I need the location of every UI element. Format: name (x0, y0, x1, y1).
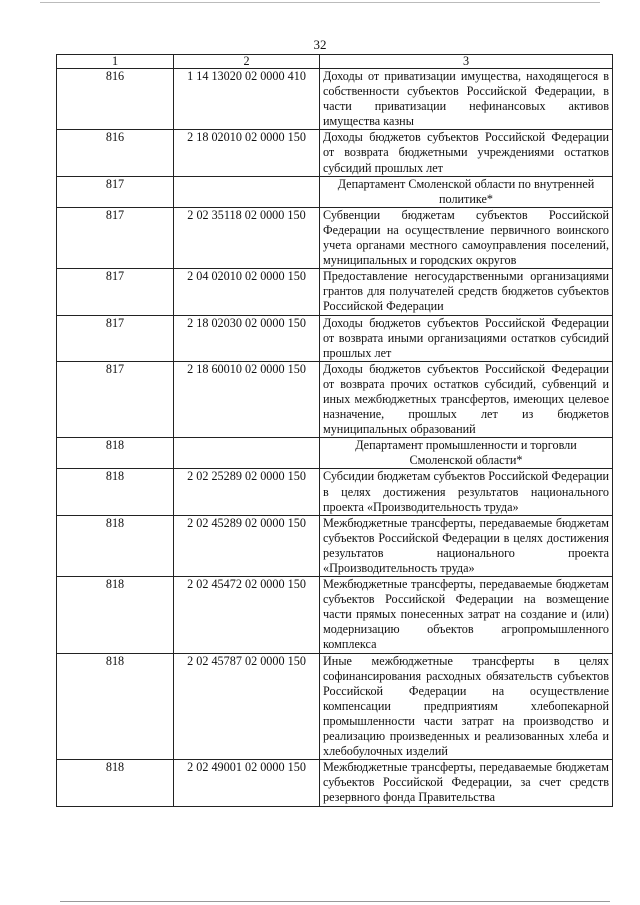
revenue-description-cell: Межбюджетные трансферты, передаваемые бюджетам субъектов Российской Федерации, за счет средств резервного фонда Правительства (320, 760, 613, 806)
table-row (57, 469, 613, 515)
admin-code-cell: 818 (57, 438, 174, 469)
revenue-description-cell: Доходы бюджетов субъектов Российской Федерации от возврата прочих остатков субсидий, субвенций и иных межбюджетных трансфертов, имеющих целевое назначение, прошлых лет из бюджетов муниципальных образований (320, 361, 613, 437)
revenue-code-cell: 2 02 49001 02 0000 150 (174, 760, 320, 806)
revenue-description-cell: Доходы бюджетов субъектов Российской Федерации от возврата иными организациями остатков субсидий прошлых лет (320, 315, 613, 361)
table-row (57, 760, 613, 806)
revenue-code-cell: 2 18 02010 02 0000 150 (174, 130, 320, 176)
admin-code-cell: 817 (57, 176, 174, 207)
department-name-cell: Департамент Смоленской области по внутренней политике* (320, 176, 613, 207)
admin-code-cell: 816 (57, 130, 174, 176)
admin-code-cell: 818 (57, 515, 174, 576)
table-row (57, 577, 613, 653)
table-row (57, 361, 613, 437)
table-row (57, 69, 613, 130)
revenue-code-cell: 2 02 25289 02 0000 150 (174, 469, 320, 515)
table-row (57, 207, 613, 268)
table-row (57, 269, 613, 315)
table-header-row (57, 55, 613, 69)
budget-revenue-table (56, 54, 613, 807)
admin-code-cell: 817 (57, 207, 174, 268)
admin-code-cell: 817 (57, 361, 174, 437)
revenue-description-cell: Доходы бюджетов субъектов Российской Федерации от возврата бюджетными учреждениями остатков субсидий прошлых лет (320, 130, 613, 176)
admin-code-cell: 818 (57, 469, 174, 515)
column-header-3: 3 (320, 55, 613, 69)
column-header-2: 2 (174, 55, 320, 69)
revenue-description-cell: Иные межбюджетные трансферты в целях софинансирования расходных обязательств субъектов Российской Федерации на осуществление компенсации предприятиям хлебопекарной промышленности части затрат на производство и реализацию произведенных и реализованных хлеба и хлебобулочных изделий (320, 653, 613, 760)
revenue-code-cell (174, 438, 320, 469)
revenue-description-cell: Субвенции бюджетам субъектов Российской Федерации на осуществление первичного воинского учета органами местного самоуправления поселений, муниципальных и городских округов (320, 207, 613, 268)
revenue-code-cell: 2 02 45787 02 0000 150 (174, 653, 320, 760)
admin-code-cell: 818 (57, 577, 174, 653)
department-name-cell: Департамент промышленности и торговли Смоленской области* (320, 438, 613, 469)
revenue-description-cell: Доходы от приватизации имущества, находящегося в собственности субъектов Российской Федерации, в части приватизации нефинансовых активов имущества казны (320, 69, 613, 130)
column-header-1: 1 (57, 55, 174, 69)
revenue-code-cell (174, 176, 320, 207)
revenue-code-cell: 2 02 45472 02 0000 150 (174, 577, 320, 653)
table-row (57, 438, 613, 469)
admin-code-cell: 816 (57, 69, 174, 130)
revenue-description-cell: Межбюджетные трансферты, передаваемые бюджетам субъектов Российской Федерации в целях достижения результатов национального проекта «Производительность труда» (320, 515, 613, 576)
table-row (57, 176, 613, 207)
page-number: 32 (313, 37, 327, 52)
revenue-code-cell: 2 02 45289 02 0000 150 (174, 515, 320, 576)
revenue-code-cell: 2 18 02030 02 0000 150 (174, 315, 320, 361)
revenue-code-cell: 2 02 35118 02 0000 150 (174, 207, 320, 268)
revenue-code-cell: 1 14 13020 02 0000 410 (174, 69, 320, 130)
scan-edge-bottom (60, 901, 610, 902)
admin-code-cell: 817 (57, 269, 174, 315)
admin-code-cell: 817 (57, 315, 174, 361)
revenue-description-cell: Предоставление негосударственными организациями грантов для получателей средств бюджетов субъектов Российской Федерации (320, 269, 613, 315)
revenue-description-cell: Субсидии бюджетам субъектов Российской Федерации в целях достижения результатов национального проекта «Производительность труда» (320, 469, 613, 515)
revenue-description-cell: Межбюджетные трансферты, передаваемые бюджетам субъектов Российской Федерации на возмещение части прямых понесенных затрат на создание и (или) модернизацию объектов агропромышленного комплекса (320, 577, 613, 653)
admin-code-cell: 818 (57, 653, 174, 760)
table-row (57, 130, 613, 176)
table-row (57, 315, 613, 361)
scan-edge-top (40, 2, 600, 3)
table-row (57, 515, 613, 576)
revenue-code-cell: 2 18 60010 02 0000 150 (174, 361, 320, 437)
admin-code-cell: 818 (57, 760, 174, 806)
table-row (57, 653, 613, 760)
revenue-code-cell: 2 04 02010 02 0000 150 (174, 269, 320, 315)
